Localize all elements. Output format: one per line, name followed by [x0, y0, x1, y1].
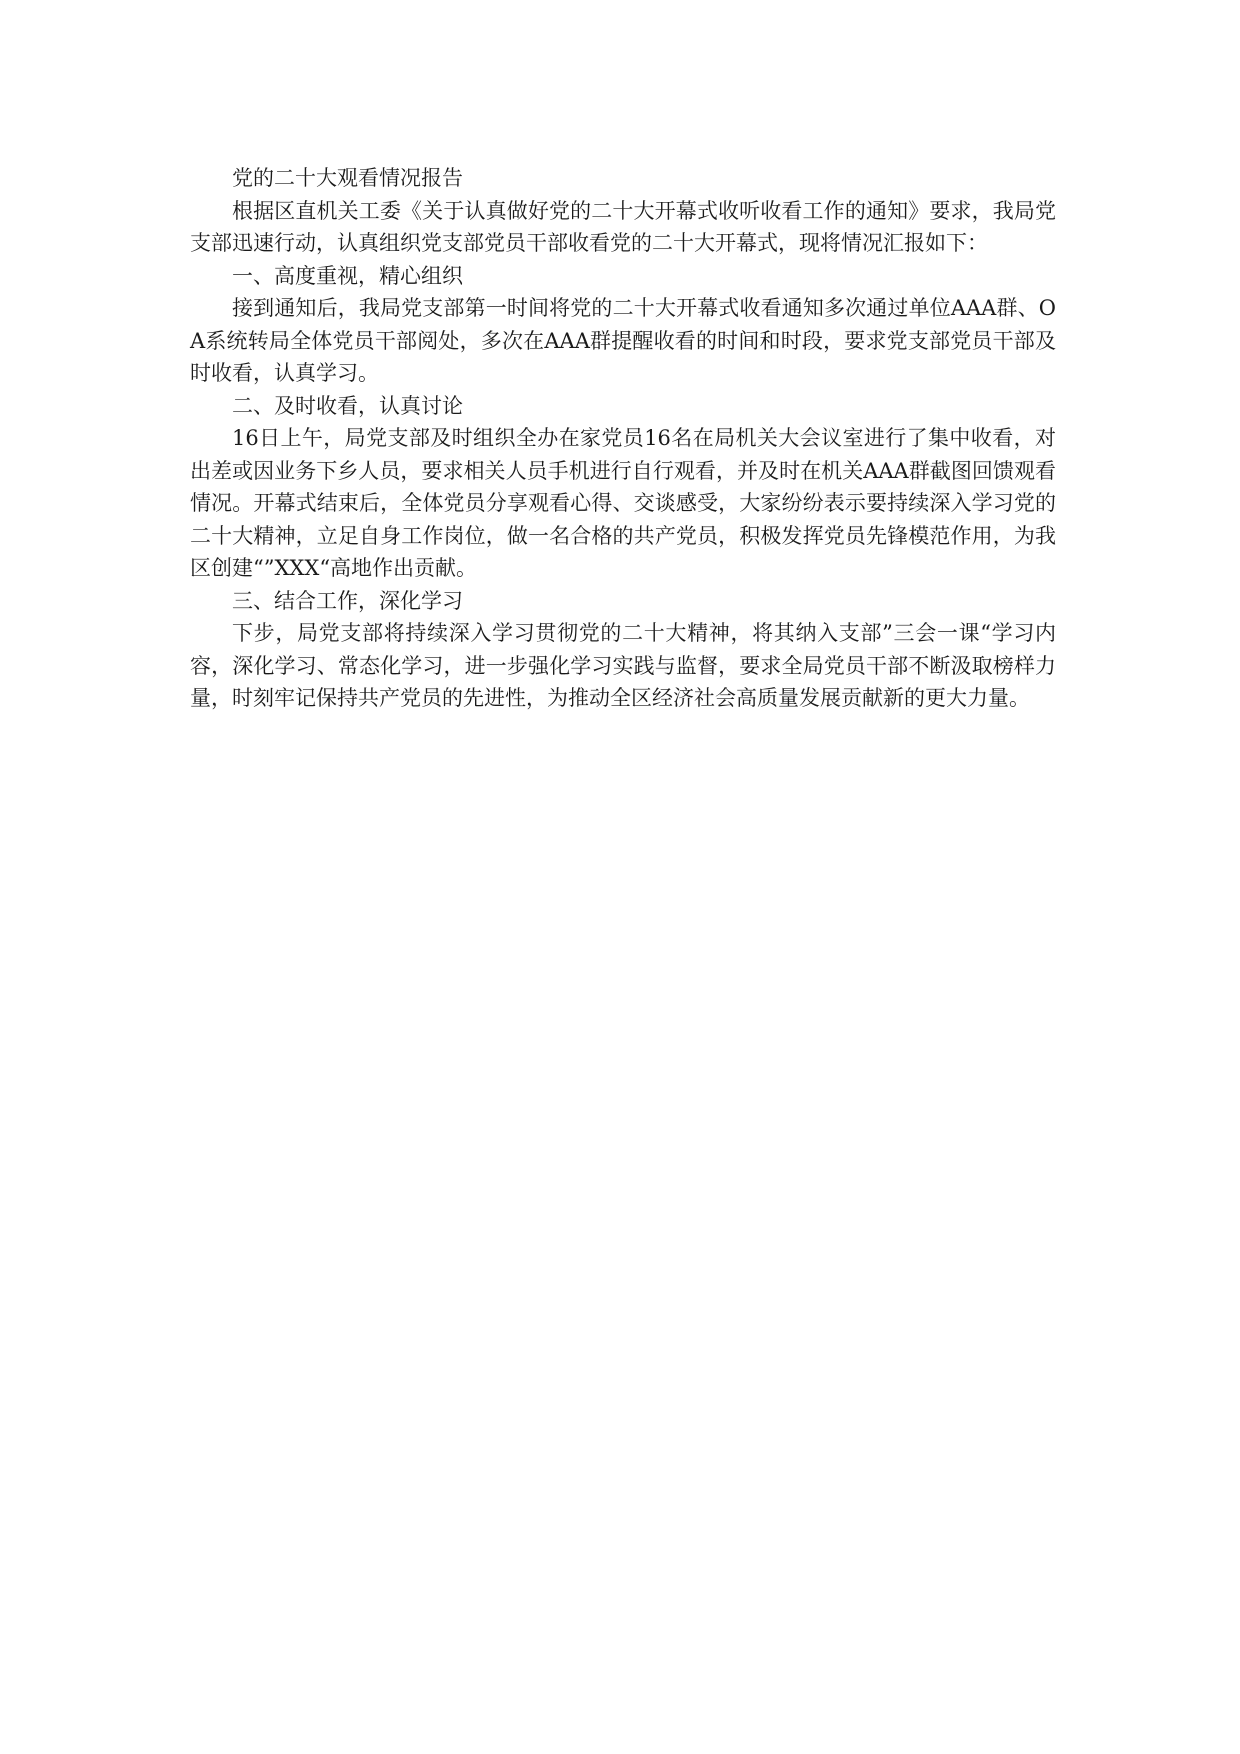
document-page	[190, 162, 1056, 715]
document-title: 党的二十大观看情况报告	[232, 166, 463, 190]
section-1-body: 接到通知后，我局党支部第一时间将党的二十大开幕式收看通知多次通过单位AAA群、OA系统转局全体党员干部阅处，多次在AAA群提醒收看的时间和时段，要求党支部党员干部及时收看，认真学习。	[190, 296, 1056, 385]
intro-paragraph: 根据区直机关工委《关于认真做好党的二十大开幕式收听收看工作的通知》要求，我局党支部迅速行动，认真组织党支部党员干部收看党的二十大开幕式，现将情况汇报如下：	[190, 198, 1056, 255]
section-2-body: 16日上午，局党支部及时组织全办在家党员16名在局机关大会议室进行了集中收看，对出差或因业务下乡人员，要求相关人员手机进行自行观看，并及时在机关AAA群截图回馈观看情况。开幕式结束后，全体党员分享观看心得、交谈感受，大家纷纷表示要持续深入学习党的二十大精神，立足自身工作岗位，做一名合格的共产党员，积极发挥党员先锋模范作用，为我区创建“”XXX“高地作出贡献。	[190, 426, 1056, 580]
section-3-heading: 三、结合工作，深化学习	[232, 588, 463, 613]
section-3-body: 下步，局党支部将持续深入学习贯彻党的二十大精神，将其纳入支部”三会一课“学习内容，深化学习、常态化学习，进一步强化学习实践与监督，要求全局党员干部不断汲取榜样力量，时刻牢记保持共产党员的先进性，为推动全区经济社会高质量发展贡献新的更大力量。	[190, 621, 1056, 710]
section-2-heading: 二、及时收看，认真讨论	[232, 393, 463, 418]
section-1-heading: 一、高度重视，精心组织	[232, 263, 463, 288]
